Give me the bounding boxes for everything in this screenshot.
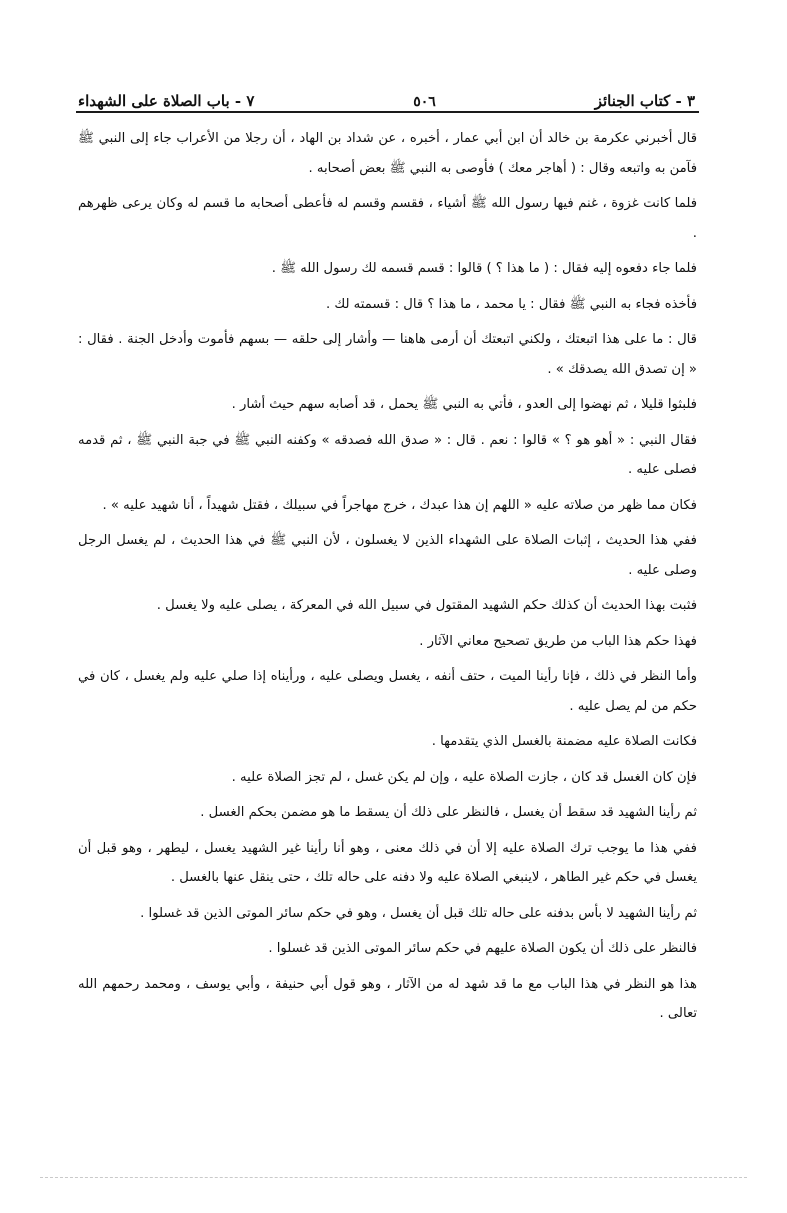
- paragraph: فالنظر على ذلك أن يكون الصلاة عليهم في حكم سائر الموتى الذين قد غسلوا .: [268, 941, 697, 956]
- book-title: ٣ - كتاب الجنائز: [594, 92, 695, 110]
- paragraph: قال : ما على هذا اتبعتك ، ولكني اتبعتك أن أرمى هاهنا — وأشار إلى حلقه — بسهم فأموت وأدخل الجنة . فقال : « إن تصدق الله يصدقك » .: [78, 332, 697, 377]
- paragraph: فثبت بهذا الحديث أن كذلك حكم الشهيد المقتول في سبيل الله في المعركة ، يصلى عليه ولا يغسل .: [156, 598, 697, 613]
- paragraph: ثم رأينا الشهيد قد سقط أن يغسل ، فالنظر على ذلك أن يسقط ما هو مضمن بحكم الغسل .: [200, 805, 697, 820]
- paragraph: ثم رأينا الشهيد لا بأس بدفنه على حاله تلك قبل أن يغسل ، وهو في حكم سائر الموتى الذين قد غسلوا .: [140, 905, 697, 921]
- paragraph: فلما جاء دفعوه إليه فقال : ( ما هذا ؟ ) قالوا : قسم قسمه لك رسول الله ﷺ .: [271, 261, 697, 276]
- header-rule: [76, 111, 699, 113]
- running-header: [78, 80, 695, 110]
- paragraph: ففي هذا ما يوجب ترك الصلاة عليه إلا أن في ذلك معنى ، وهو أنا رأينا غير الشهيد يغسل ، ليطهر ، وهو قبل أن يغسل في حكم غير الطاهر ، لاينبغي الصلاة عليه ولا دفنه على حاله تلك ، حتى ينقل عنها بالغسل .: [78, 840, 697, 885]
- paragraph: فكان مما ظهر من صلاته عليه « اللهم إن هذا عبدك ، خرج مهاجراً في سبيلك ، فقتل شهيداً ، أنا شهيد عليه » .: [102, 497, 697, 513]
- page-number: ٥٠٦: [413, 94, 436, 110]
- paragraph: ففي هذا الحديث ، إثبات الصلاة على الشهداء الذين لا يغسلون ، لأن النبي ﷺ في هذا الحديث ، لم يغسل الرجل وصلى عليه .: [78, 533, 697, 578]
- paragraph: فهذا حكم هذا الباب من طريق تصحيح معاني الآثار .: [419, 633, 697, 649]
- paragraph: فلبثوا قليلا ، ثم نهضوا إلى العدو ، فأتي به النبي ﷺ يحمل ، قد أصابه سهم حيث أشار .: [231, 397, 697, 412]
- paragraph: فقال النبي : « أهو هو ؟ » قالوا : نعم . قال : « صدق الله فصدقه » وكفنه النبي ﷺ في جبة النبي ﷺ ، ثم قدمه فصلى عليه .: [78, 432, 697, 477]
- paragraph: فلما كانت غزوة ، غنم فيها رسول الله ﷺ أشياء ، فقسم وقسم له فأعطى أصحابه ما قسم له وكان يرعى ظهرهم .: [78, 196, 697, 241]
- body-text: [78, 124, 697, 1035]
- paragraph: قال أخبرني عكرمة بن خالد أن ابن أبي عمار ، أخبره ، عن شداد بن الهاد ، أن رجلا من الأعراب جاء إلى النبي ﷺ فآمن به واتبعه وقال : ( أهاجر معك ) فأوصى به النبي ﷺ بعض أصحابه .: [78, 131, 697, 176]
- scan-edge-line: [40, 1177, 747, 1178]
- paragraph: وأما النظر في ذلك ، فإنا رأينا الميت ، حتف أنفه ، يغسل ويصلى عليه ، ورأيناه إذا صلي عليه ولم يغسل ، كان في حكم من لم يصل عليه .: [78, 669, 697, 714]
- paragraph: فأخذه فجاء به النبي ﷺ فقال : يا محمد ، ما هذا ؟ قال : قسمته لك .: [325, 296, 697, 312]
- paragraph: فكانت الصلاة عليه مضمنة بالغسل الذي يتقدمها .: [431, 734, 697, 749]
- chapter-title: ٧ - باب الصلاة على الشهداء: [78, 92, 255, 110]
- paragraph: هذا هو النظر في هذا الباب مع ما قد شهد له من الآثار ، وهو قول أبي حنيفة ، وأبي يوسف ، ومحمد رحمهم الله تعالى .: [78, 976, 697, 1021]
- paragraph: فإن كان الغسل قد كان ، جازت الصلاة عليه ، وإن لم يكن غسل ، لم تجز الصلاة عليه .: [231, 769, 697, 785]
